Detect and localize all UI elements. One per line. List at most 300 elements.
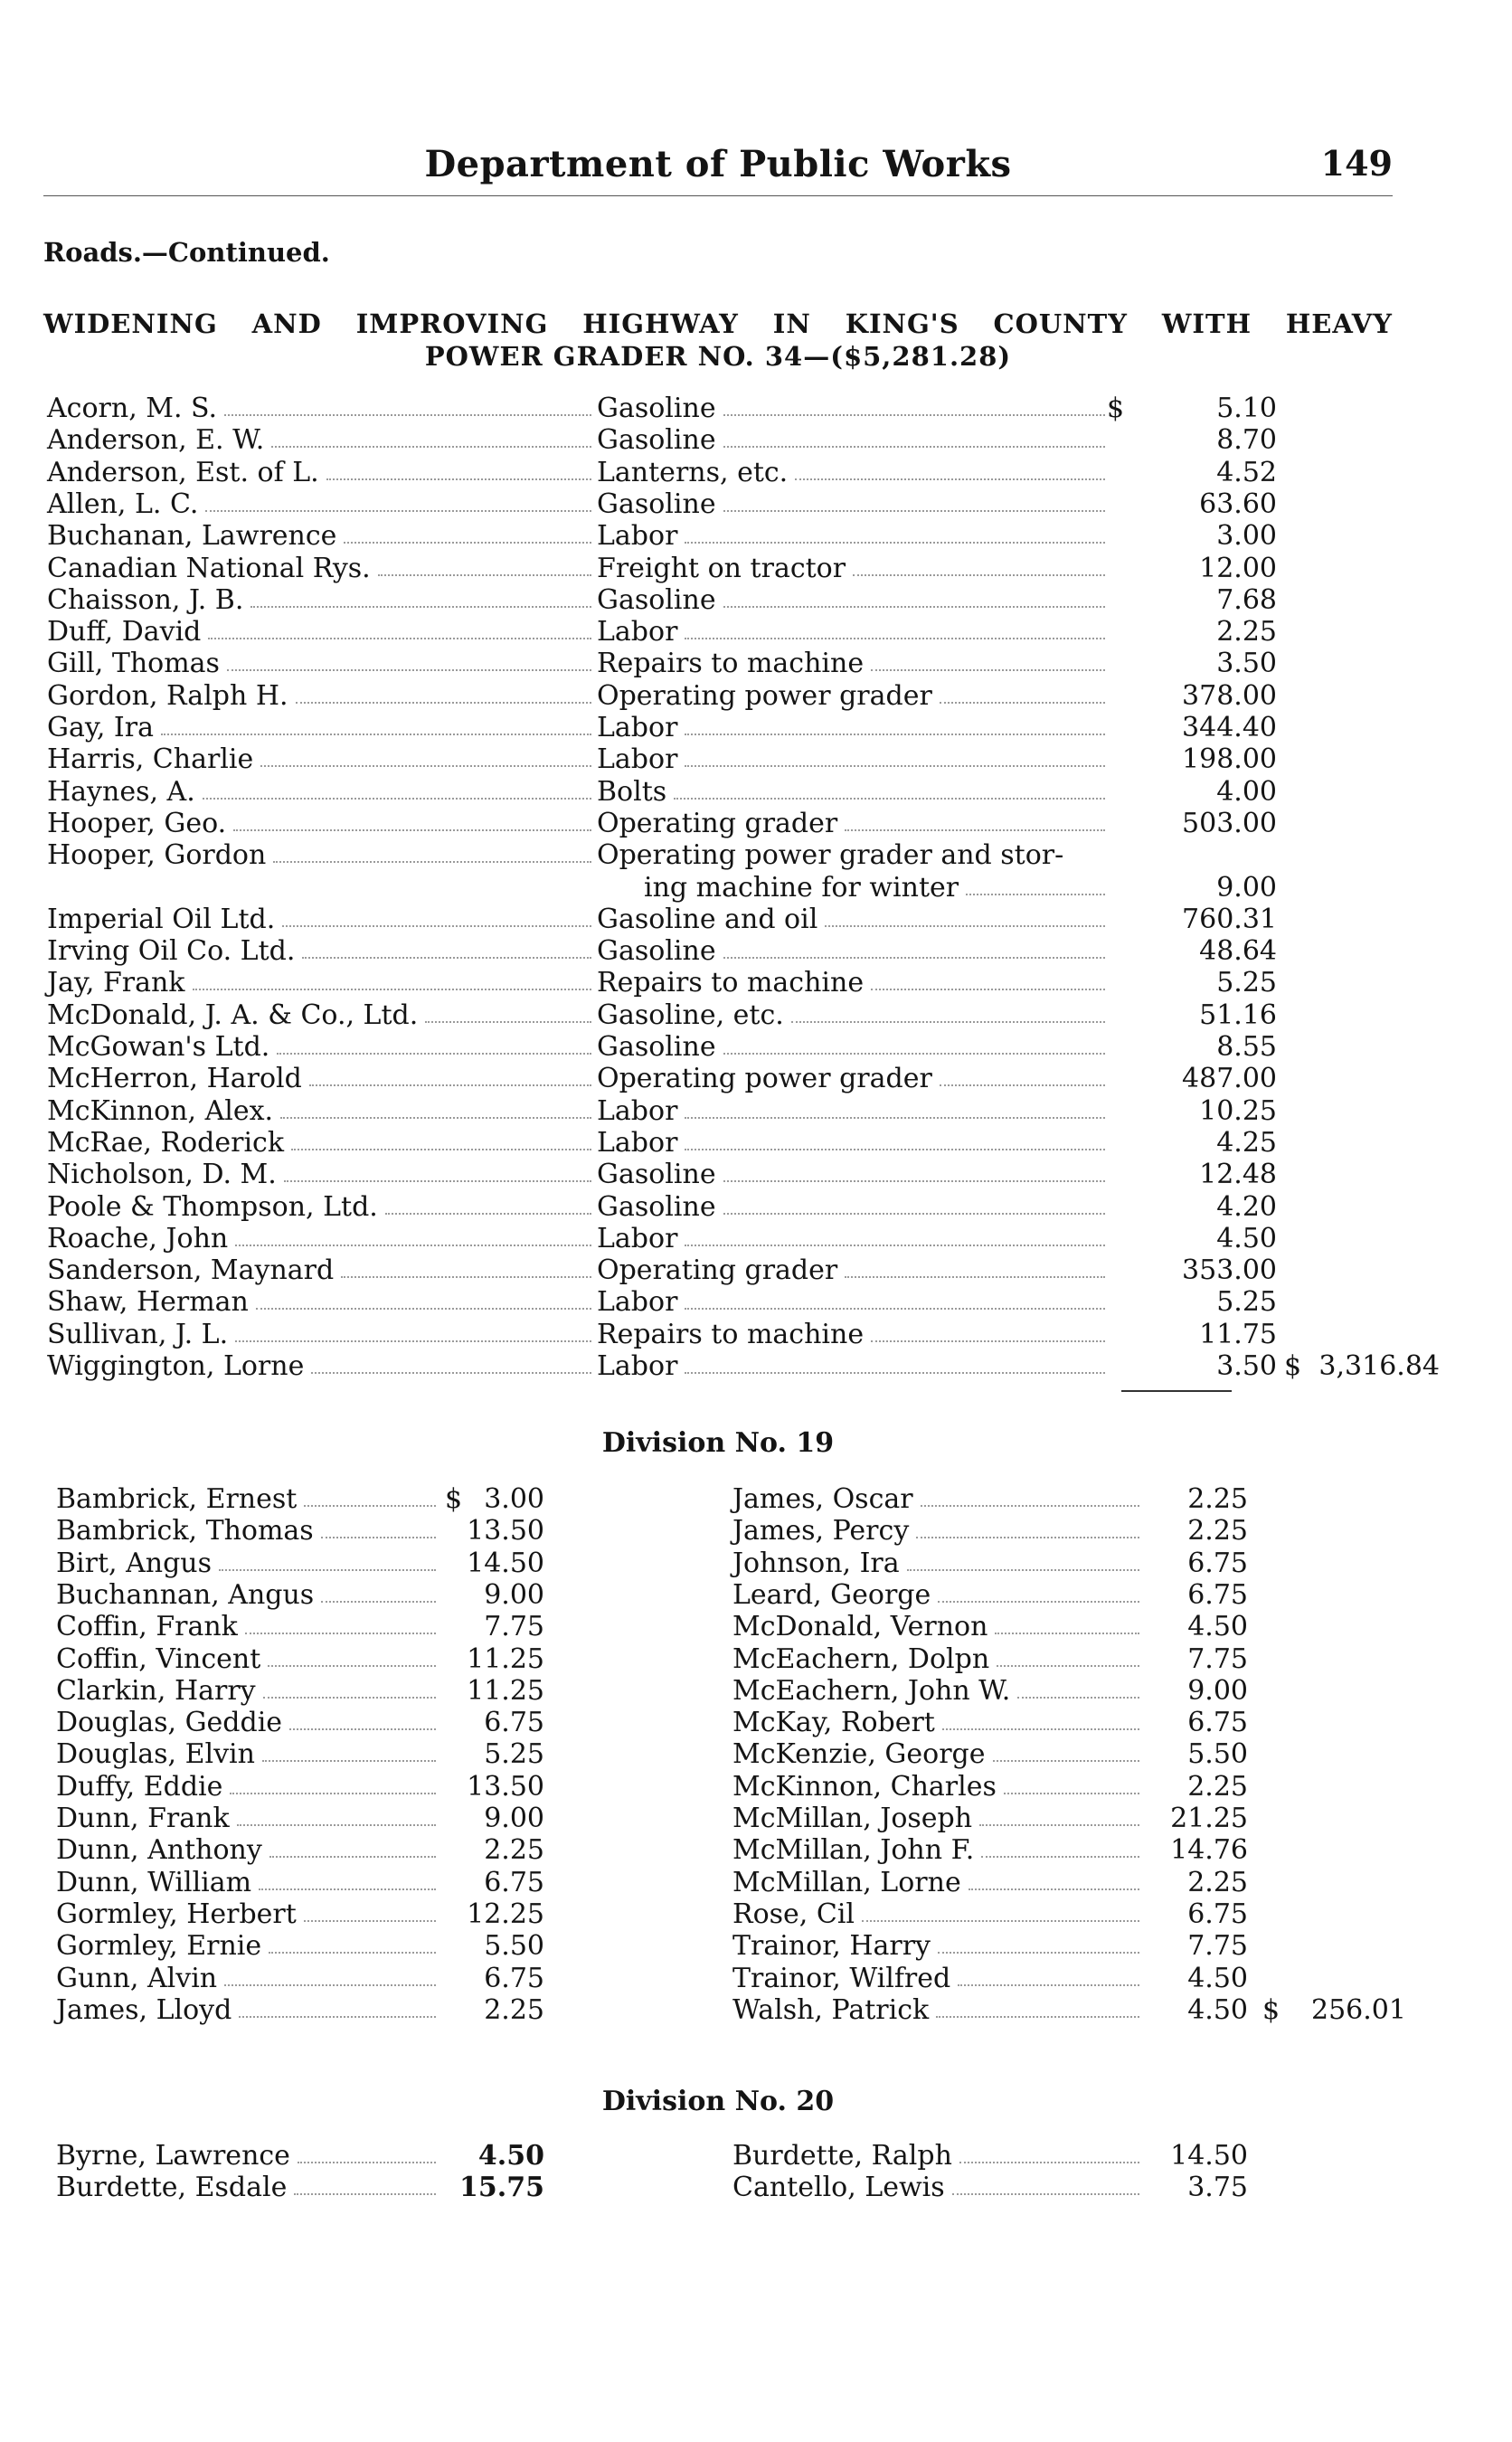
payee-name: Chaisson, J. B. bbox=[47, 583, 244, 616]
ledger-row bbox=[47, 1191, 1394, 1223]
payee-name: Leard, George bbox=[732, 1578, 931, 1611]
leader-dots bbox=[825, 925, 1105, 927]
amount: 8.55 bbox=[1216, 1031, 1277, 1063]
ledger-row bbox=[56, 1963, 562, 1994]
amount: 3.00 bbox=[484, 1483, 544, 1515]
leader-dots bbox=[224, 414, 591, 416]
ledger-row bbox=[47, 1127, 1394, 1159]
payee-name: Haynes, A. bbox=[47, 775, 195, 808]
leader-dots bbox=[1017, 1697, 1139, 1699]
amount: 6.75 bbox=[484, 1962, 544, 1994]
leader-dots bbox=[723, 606, 1105, 608]
payee-name: Anderson, E. W. bbox=[47, 424, 265, 457]
leader-dots bbox=[269, 1952, 436, 1954]
total-dollar-sign: $ bbox=[1262, 1993, 1280, 2026]
amount: 9.00 bbox=[484, 1803, 544, 1834]
expense-item: Repairs to machine bbox=[597, 648, 865, 680]
amount: 5.50 bbox=[484, 1930, 544, 1963]
amount: 6.75 bbox=[1187, 1898, 1248, 1930]
amount: 198.00 bbox=[1182, 743, 1277, 776]
ledger-row bbox=[47, 1350, 1440, 1382]
ledger-row bbox=[47, 999, 1394, 1031]
amount: 2.25 bbox=[1187, 1866, 1248, 1898]
amount: 3.00 bbox=[1216, 520, 1277, 553]
ledger-row bbox=[732, 1930, 1393, 1962]
leader-dots bbox=[853, 574, 1105, 576]
payee-name: Sullivan, J. L. bbox=[47, 1318, 229, 1350]
expense-item: Repairs to machine bbox=[597, 967, 865, 999]
leader-dots bbox=[284, 1180, 591, 1182]
payee-name: Dunn, Frank bbox=[56, 1803, 230, 1834]
amount: 5.25 bbox=[1216, 1286, 1277, 1319]
ledger-row bbox=[56, 2140, 562, 2172]
ledger-row bbox=[47, 1254, 1394, 1286]
ledger-row bbox=[56, 1738, 562, 1770]
ledger-row bbox=[47, 457, 1394, 488]
leader-dots bbox=[378, 574, 591, 576]
payee-name: Canadian National Rys. bbox=[47, 552, 371, 584]
amount: 9.00 bbox=[484, 1578, 544, 1611]
ledger-row bbox=[732, 1963, 1393, 1994]
section-total: 3,316.84 bbox=[1318, 1350, 1440, 1382]
amount: 378.00 bbox=[1182, 679, 1277, 712]
leader-dots bbox=[997, 1665, 1139, 1667]
expense-item: Gasoline bbox=[597, 583, 716, 616]
leader-dots bbox=[938, 1952, 1139, 1954]
leader-dots bbox=[321, 1537, 436, 1538]
payee-name: Allen, L. C. bbox=[47, 487, 199, 520]
leader-dots bbox=[273, 861, 591, 863]
amount: 344.40 bbox=[1182, 712, 1277, 743]
amount: 487.00 bbox=[1182, 1063, 1277, 1095]
leader-dots bbox=[795, 478, 1105, 480]
leader-dots bbox=[871, 669, 1105, 671]
amount: 12.25 bbox=[467, 1898, 544, 1930]
leader-dots bbox=[282, 925, 591, 927]
leader-dots bbox=[208, 638, 591, 639]
leader-dots bbox=[791, 1021, 1105, 1023]
leader-dots bbox=[723, 446, 1105, 448]
payee-name: Walsh, Patrick bbox=[732, 1993, 930, 2026]
ledger-row bbox=[56, 1898, 562, 1930]
ledger-row bbox=[732, 1738, 1393, 1770]
ledger-row bbox=[56, 1803, 562, 1834]
payee-name: McHerron, Harold bbox=[47, 1063, 302, 1095]
expense-item: Labor bbox=[597, 1350, 678, 1382]
leader-dots bbox=[268, 1665, 436, 1667]
leader-dots bbox=[193, 989, 591, 990]
expense-item: Labor bbox=[597, 743, 678, 776]
ledger-row bbox=[47, 1095, 1394, 1127]
leader-dots bbox=[262, 1760, 436, 1762]
amount: 503.00 bbox=[1182, 807, 1277, 839]
ledger-row bbox=[56, 1579, 562, 1611]
ledger-row bbox=[56, 1675, 562, 1707]
expense-item: Gasoline bbox=[597, 487, 716, 520]
payee-name: Roache, John bbox=[47, 1222, 229, 1254]
ledger-row bbox=[47, 553, 1394, 584]
ledger-row bbox=[56, 1611, 562, 1642]
amount: 3.50 bbox=[1216, 1350, 1277, 1382]
amount: 6.75 bbox=[484, 1866, 544, 1898]
leader-dots bbox=[425, 1021, 591, 1023]
expense-item: ing machine for winter bbox=[644, 871, 959, 904]
leader-dots bbox=[723, 1180, 1105, 1182]
ledger-row bbox=[47, 424, 1394, 456]
leader-dots bbox=[969, 1888, 1139, 1890]
leader-dots bbox=[341, 1276, 591, 1278]
leader-dots bbox=[237, 1824, 436, 1826]
expense-item: Operating grader bbox=[597, 807, 838, 839]
payee-name: Burdette, Ralph bbox=[732, 2140, 952, 2172]
leader-dots bbox=[309, 1084, 591, 1086]
payee-name: Gill, Thomas bbox=[47, 648, 220, 680]
payee-name: McDonald, J. A. & Co., Ltd. bbox=[47, 999, 419, 1031]
amount: 11.75 bbox=[1199, 1318, 1277, 1350]
leader-dots bbox=[723, 414, 1105, 416]
payee-name: Wiggington, Lorne bbox=[47, 1350, 305, 1382]
ledger-row bbox=[47, 584, 1394, 616]
amount: 9.00 bbox=[1216, 871, 1277, 904]
payee-name: Jay, Frank bbox=[47, 967, 185, 999]
leader-dots bbox=[298, 2162, 436, 2163]
leader-dots bbox=[942, 1728, 1139, 1730]
payee-name: Dunn, Anthony bbox=[56, 1834, 262, 1867]
amount: 4.00 bbox=[1216, 775, 1277, 808]
amount: 6.75 bbox=[1187, 1707, 1248, 1739]
ledger-row bbox=[47, 488, 1394, 520]
payee-name: McRae, Roderick bbox=[47, 1126, 285, 1159]
dollar-sign: $ bbox=[1107, 393, 1125, 424]
expense-item: Freight on tractor bbox=[597, 552, 846, 584]
amount: 12.00 bbox=[1199, 552, 1277, 584]
page-number: 149 bbox=[1320, 143, 1393, 184]
ledger-row bbox=[56, 2172, 562, 2203]
payee-name: Nicholson, D. M. bbox=[47, 1159, 277, 1191]
expense-item: Operating power grader bbox=[597, 1063, 932, 1095]
amount: 63.60 bbox=[1199, 487, 1277, 520]
ledger-row bbox=[47, 1286, 1394, 1318]
ledger-row bbox=[47, 393, 1394, 424]
payee-name: Duffy, Eddie bbox=[56, 1770, 223, 1803]
leader-dots bbox=[260, 765, 591, 767]
amount: 353.00 bbox=[1182, 1254, 1277, 1287]
payee-name: Hooper, Gordon bbox=[47, 839, 267, 872]
total-dollar-sign: $ bbox=[1284, 1350, 1302, 1382]
ledger-row bbox=[56, 1930, 562, 1962]
amount: 11.25 bbox=[467, 1674, 544, 1707]
amount: 48.64 bbox=[1199, 935, 1277, 968]
amount: 9.00 bbox=[1187, 1674, 1248, 1707]
leader-dots bbox=[289, 1728, 436, 1730]
amount: 4.52 bbox=[1216, 456, 1277, 488]
payee-name: Anderson, Est. of L. bbox=[47, 456, 319, 488]
leader-dots bbox=[233, 829, 591, 831]
payee-name: Imperial Oil Ltd. bbox=[47, 903, 276, 935]
ledger-row bbox=[47, 1031, 1394, 1063]
payee-name: Cantello, Lewis bbox=[732, 2172, 945, 2204]
ledger-row bbox=[47, 648, 1394, 679]
ledger-row bbox=[732, 1643, 1393, 1675]
expense-item: Gasoline bbox=[597, 1031, 716, 1063]
leader-dots bbox=[723, 1213, 1105, 1215]
leader-dots bbox=[862, 1920, 1139, 1922]
leader-dots bbox=[235, 1245, 591, 1246]
leader-dots bbox=[263, 1697, 436, 1699]
ledger-row bbox=[732, 1611, 1393, 1642]
amount: 6.75 bbox=[1187, 1578, 1248, 1611]
payee-name: Duff, David bbox=[47, 616, 202, 648]
leader-dots bbox=[321, 1601, 436, 1603]
amount: 7.75 bbox=[484, 1611, 544, 1643]
ledger-row bbox=[47, 743, 1394, 775]
section-continued-label: Roads.—Continued. bbox=[43, 237, 330, 268]
payee-name: McKinnon, Charles bbox=[732, 1770, 997, 1803]
amount: 7.75 bbox=[1187, 1930, 1248, 1963]
amount: 13.50 bbox=[467, 1515, 544, 1548]
amount: 4.20 bbox=[1216, 1190, 1277, 1223]
payee-name: Clarkin, Harry bbox=[56, 1674, 256, 1707]
amount: 21.25 bbox=[1170, 1803, 1248, 1834]
amount: 12.48 bbox=[1199, 1159, 1277, 1191]
amount: 4.25 bbox=[1216, 1126, 1277, 1159]
amount: 15.75 bbox=[459, 2172, 544, 2204]
payee-name: Coffin, Vincent bbox=[56, 1642, 261, 1675]
payee-name: Gunn, Alvin bbox=[56, 1962, 218, 1994]
ledger-row bbox=[47, 680, 1394, 712]
amount: 8.70 bbox=[1216, 424, 1277, 457]
payee-name: Bambrick, Thomas bbox=[56, 1515, 314, 1548]
leader-dots bbox=[723, 510, 1105, 512]
leader-dots bbox=[219, 1569, 436, 1571]
payee-name: McMillan, Lorne bbox=[732, 1866, 961, 1898]
leader-dots bbox=[940, 702, 1105, 704]
ledger-row bbox=[732, 1993, 1406, 2026]
ledger-row bbox=[47, 1159, 1394, 1190]
leader-dots bbox=[685, 1117, 1105, 1119]
ledger-row bbox=[47, 935, 1394, 967]
leader-dots bbox=[311, 1372, 591, 1374]
ledger-row bbox=[47, 776, 1394, 808]
ledger-row bbox=[732, 1483, 1393, 1515]
amount: 5.25 bbox=[484, 1738, 544, 1771]
amount: 6.75 bbox=[484, 1707, 544, 1739]
payee-name: Trainor, Harry bbox=[732, 1930, 931, 1963]
ledger-row bbox=[56, 1548, 562, 1579]
amount: 4.50 bbox=[1216, 1222, 1277, 1254]
expense-item: Labor bbox=[597, 616, 678, 648]
leader-dots bbox=[291, 1149, 591, 1150]
ledger-row bbox=[47, 872, 1394, 904]
amount: 5.50 bbox=[1187, 1738, 1248, 1771]
payee-name: Poole & Thompson, Ltd. bbox=[47, 1190, 378, 1223]
amount: 5.10 bbox=[1216, 393, 1277, 424]
payee-name: Dunn, William bbox=[56, 1866, 252, 1898]
amount: 14.76 bbox=[1170, 1834, 1248, 1867]
payee-name: Douglas, Geddie bbox=[56, 1707, 283, 1739]
expense-item: Gasoline bbox=[597, 1190, 716, 1223]
total-rule bbox=[1121, 1390, 1232, 1392]
payee-name: Gormley, Ernie bbox=[56, 1930, 262, 1963]
leader-dots bbox=[304, 1920, 436, 1922]
payee-name: Acorn, M. S. bbox=[47, 393, 218, 424]
expense-item: Lanterns, etc. bbox=[597, 456, 789, 488]
payee-name: Burdette, Esdale bbox=[56, 2172, 288, 2204]
payee-name: McGowan's Ltd. bbox=[47, 1031, 270, 1063]
leader-dots bbox=[940, 1084, 1105, 1086]
ledger-row bbox=[56, 1707, 562, 1738]
leader-dots bbox=[385, 1213, 591, 1215]
ledger-row bbox=[732, 1867, 1393, 1898]
amount: 6.75 bbox=[1187, 1547, 1248, 1579]
ledger-row bbox=[47, 904, 1394, 935]
payee-name: Harris, Charlie bbox=[47, 743, 254, 776]
leader-dots bbox=[230, 1793, 436, 1794]
leader-dots bbox=[685, 765, 1105, 767]
amount: 2.25 bbox=[484, 1993, 544, 2026]
expense-item: Labor bbox=[597, 1286, 678, 1319]
ledger-row bbox=[732, 1515, 1393, 1547]
leader-dots bbox=[227, 669, 591, 671]
leader-dots bbox=[871, 989, 1105, 990]
leader-dots bbox=[685, 1308, 1105, 1310]
expense-item: Labor bbox=[597, 1126, 678, 1159]
expense-item: Operating power grader and stor- bbox=[597, 839, 1064, 872]
amount: 760.31 bbox=[1182, 903, 1277, 935]
amount: 7.68 bbox=[1216, 583, 1277, 616]
ledger-row bbox=[47, 616, 1394, 648]
payee-name: McMillan, John F. bbox=[732, 1834, 975, 1867]
payee-name: McDonald, Vernon bbox=[732, 1611, 988, 1643]
payee-name: Buchanan, Lawrence bbox=[47, 520, 337, 553]
payee-name: McEachern, Dolpn bbox=[732, 1642, 990, 1675]
ledger-row bbox=[732, 1675, 1393, 1707]
amount: 2.25 bbox=[1216, 616, 1277, 648]
leader-dots bbox=[304, 1505, 436, 1507]
amount: 4.50 bbox=[477, 2140, 544, 2172]
dollar-sign: $ bbox=[445, 1483, 463, 1515]
leader-dots bbox=[952, 2193, 1139, 2195]
leader-dots bbox=[203, 798, 591, 800]
leader-dots bbox=[250, 606, 591, 608]
expense-item: Gasoline, etc. bbox=[597, 999, 784, 1031]
leader-dots bbox=[995, 1633, 1139, 1634]
leader-dots bbox=[205, 510, 591, 512]
leader-dots bbox=[271, 446, 591, 448]
expense-item: Labor bbox=[597, 520, 678, 553]
ledger-row bbox=[732, 1834, 1393, 1866]
payee-name: Hooper, Geo. bbox=[47, 807, 227, 839]
leader-dots bbox=[259, 1888, 436, 1890]
payee-name: McMillan, Joseph bbox=[732, 1803, 973, 1834]
leader-dots bbox=[723, 1053, 1105, 1055]
leader-dots bbox=[993, 1760, 1139, 1762]
payee-name: Sanderson, Maynard bbox=[47, 1254, 335, 1287]
expense-item: Gasoline bbox=[597, 935, 716, 968]
section-heading-line2: POWER GRADER NO. 34—($5,281.28) bbox=[424, 341, 1012, 372]
expense-item: Gasoline bbox=[597, 424, 716, 457]
payee-name: Byrne, Lawrence bbox=[56, 2140, 290, 2172]
payee-name: Gay, Ira bbox=[47, 712, 154, 743]
leader-dots bbox=[685, 638, 1105, 639]
ledger-row bbox=[47, 808, 1394, 839]
ledger-row bbox=[47, 520, 1394, 552]
leader-dots bbox=[981, 1856, 1139, 1858]
leader-dots bbox=[296, 702, 591, 704]
leader-dots bbox=[921, 1505, 1139, 1507]
ledger-row bbox=[732, 1898, 1393, 1930]
ledger-row bbox=[47, 1063, 1394, 1094]
payee-name: Birt, Angus bbox=[56, 1547, 213, 1579]
amount: 14.50 bbox=[467, 1547, 544, 1579]
expense-item: Gasoline and oil bbox=[597, 903, 818, 935]
ledger-row bbox=[56, 1771, 562, 1803]
ledger-row bbox=[732, 1707, 1393, 1738]
ledger-row bbox=[56, 1643, 562, 1675]
ledger-row bbox=[56, 1834, 562, 1866]
amount: 4.50 bbox=[1187, 1611, 1248, 1643]
leader-dots bbox=[685, 1245, 1105, 1246]
ledger-row bbox=[732, 1803, 1393, 1834]
leader-dots bbox=[845, 829, 1105, 831]
payee-name: James, Oscar bbox=[732, 1483, 913, 1515]
ledger-row bbox=[56, 1994, 562, 2026]
amount: 10.25 bbox=[1199, 1094, 1277, 1127]
leader-dots bbox=[674, 798, 1105, 800]
ledger-row bbox=[47, 1223, 1394, 1254]
expense-item: Operating power grader bbox=[597, 679, 932, 712]
payee-name: Gordon, Ralph H. bbox=[47, 679, 288, 712]
payee-name: Gormley, Herbert bbox=[56, 1898, 297, 1930]
payee-name: Irving Oil Co. Ltd. bbox=[47, 935, 296, 968]
header-rule bbox=[43, 195, 1393, 196]
ledger-row bbox=[47, 1319, 1394, 1350]
leader-dots bbox=[685, 1149, 1105, 1150]
leader-dots bbox=[907, 1569, 1139, 1571]
amount: 4.50 bbox=[1187, 1962, 1248, 1994]
payee-name: Coffin, Frank bbox=[56, 1611, 238, 1643]
expense-item: Gasoline bbox=[597, 1159, 716, 1191]
leader-dots bbox=[224, 1984, 436, 1986]
amount: 2.25 bbox=[1187, 1515, 1248, 1548]
payee-name: McKay, Robert bbox=[732, 1707, 935, 1739]
amount: 2.25 bbox=[1187, 1483, 1248, 1515]
leader-dots bbox=[685, 734, 1105, 735]
leader-dots bbox=[959, 2162, 1139, 2163]
payee-name: Trainor, Wilfred bbox=[732, 1962, 951, 1994]
ledger-row bbox=[56, 1867, 562, 1898]
amount: 13.50 bbox=[467, 1770, 544, 1803]
leader-dots bbox=[326, 478, 591, 480]
leader-dots bbox=[938, 1601, 1139, 1603]
amount: 4.50 bbox=[1187, 1993, 1248, 2026]
leader-dots bbox=[871, 1340, 1105, 1342]
payee-name: McKenzie, George bbox=[732, 1738, 986, 1771]
payee-name: James, Percy bbox=[732, 1515, 910, 1548]
ledger-row bbox=[732, 1548, 1393, 1579]
payee-name: Shaw, Herman bbox=[47, 1286, 249, 1319]
payee-name: Johnson, Ira bbox=[732, 1547, 900, 1579]
leader-dots bbox=[235, 1340, 591, 1342]
leader-dots bbox=[916, 1537, 1139, 1538]
ledger-row bbox=[47, 967, 1394, 999]
leader-dots bbox=[958, 1984, 1139, 1986]
page-header bbox=[43, 143, 1393, 197]
leader-dots bbox=[685, 542, 1105, 544]
page-title: Department of Public Works bbox=[424, 143, 1012, 185]
division-20-heading: Division No. 20 bbox=[601, 2086, 835, 2117]
ledger-row bbox=[732, 1579, 1393, 1611]
